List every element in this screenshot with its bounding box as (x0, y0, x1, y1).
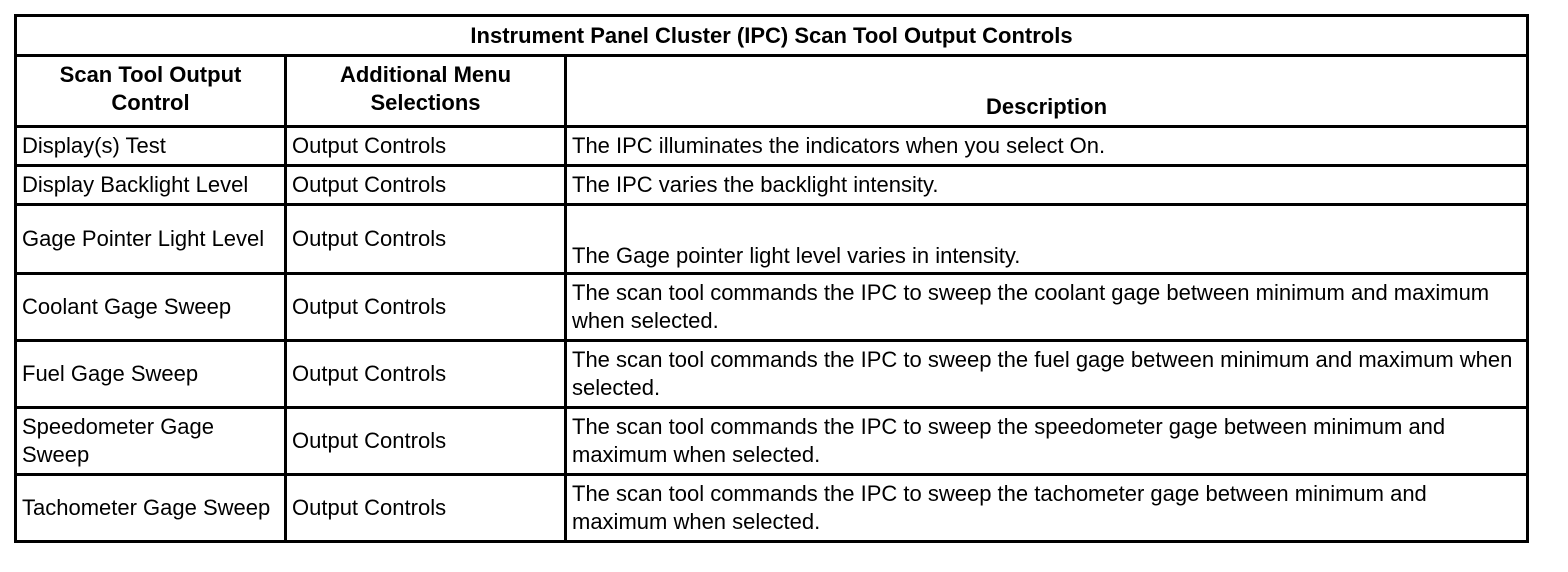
menu-cell: Output Controls (286, 166, 566, 205)
table-row (16, 127, 1528, 166)
table-title-row (16, 16, 1528, 56)
menu-cell: Output Controls (286, 127, 566, 166)
description-cell: The scan tool commands the IPC to sweep the speedometer gage between minimum and maximum when selected. (566, 408, 1528, 475)
table-header-row (16, 56, 1528, 127)
table-row (16, 341, 1528, 408)
description-cell: The IPC varies the backlight intensity. (566, 166, 1528, 205)
control-cell: Fuel Gage Sweep (16, 341, 286, 408)
column-header-description: Description (566, 56, 1528, 127)
description-cell: The scan tool commands the IPC to sweep the fuel gage between minimum and maximum when selected. (566, 341, 1528, 408)
table-title: Instrument Panel Cluster (IPC) Scan Tool Output Controls (16, 16, 1528, 56)
ipc-output-controls-table (14, 14, 1529, 543)
table-row (16, 166, 1528, 205)
control-cell: Display Backlight Level (16, 166, 286, 205)
menu-cell: Output Controls (286, 408, 566, 475)
menu-cell: Output Controls (286, 475, 566, 542)
table-row (16, 408, 1528, 475)
table-row (16, 274, 1528, 341)
control-cell: Display(s) Test (16, 127, 286, 166)
description-cell: The IPC illuminates the indicators when you select On. (566, 127, 1528, 166)
control-cell: Gage Pointer Light Level (16, 205, 286, 274)
description-cell: The scan tool commands the IPC to sweep the coolant gage between minimum and maximum when selected. (566, 274, 1528, 341)
menu-cell: Output Controls (286, 274, 566, 341)
menu-cell: Output Controls (286, 341, 566, 408)
table-row (16, 475, 1528, 542)
column-header-control: Scan Tool Output Control (16, 56, 286, 127)
control-cell: Speedometer Gage Sweep (16, 408, 286, 475)
menu-cell: Output Controls (286, 205, 566, 274)
control-cell: Tachometer Gage Sweep (16, 475, 286, 542)
description-cell: The scan tool commands the IPC to sweep the tachometer gage between minimum and maximum when selected. (566, 475, 1528, 542)
column-header-menu: Additional Menu Selections (286, 56, 566, 127)
control-cell: Coolant Gage Sweep (16, 274, 286, 341)
description-cell: The Gage pointer light level varies in intensity. (566, 205, 1528, 274)
table-row (16, 205, 1528, 274)
